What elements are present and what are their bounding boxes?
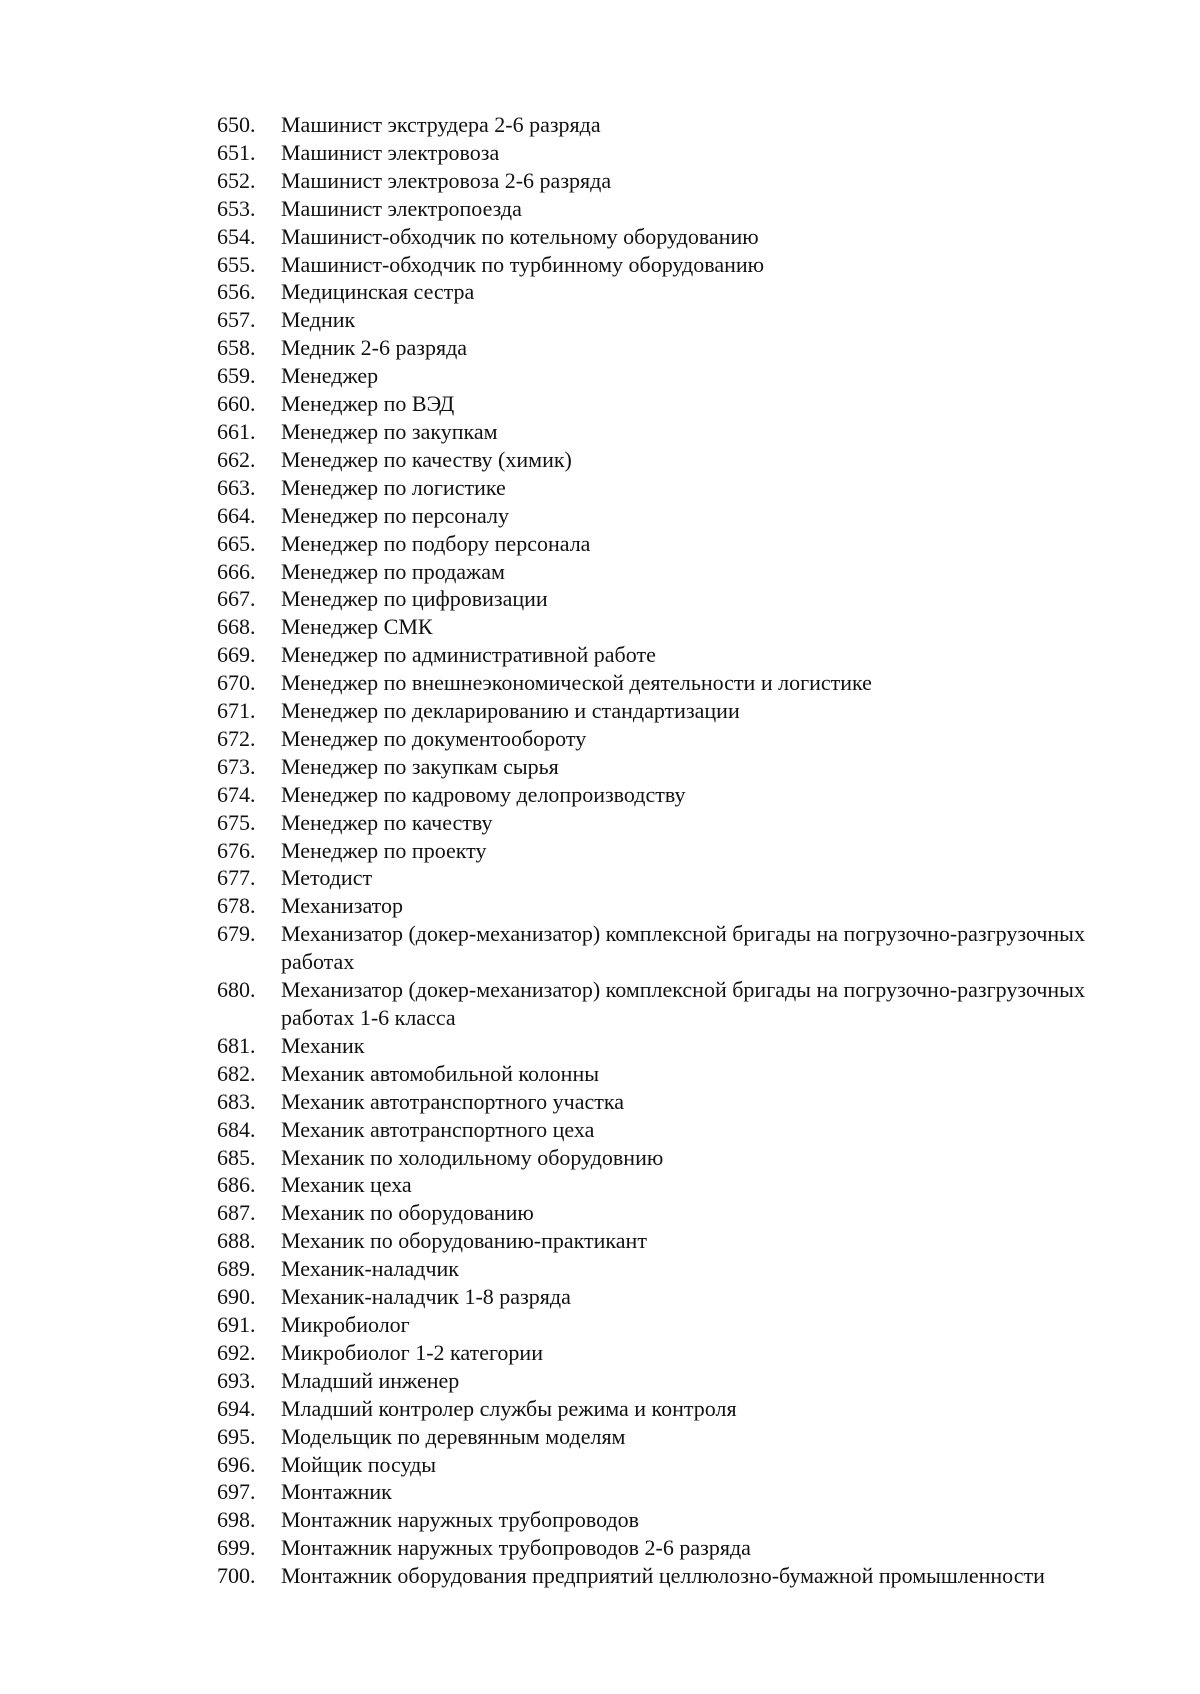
item-text: Механик по оборудованию-практикант xyxy=(281,1228,647,1254)
list-item xyxy=(217,1311,1147,1339)
item-text: Микробиолог xyxy=(281,1311,410,1337)
item-number: 674. xyxy=(217,781,256,807)
list-item xyxy=(217,446,1147,474)
list-item xyxy=(217,1395,1147,1423)
list-item xyxy=(217,1367,1147,1395)
item-number: 668. xyxy=(217,614,256,640)
item-number: 687. xyxy=(217,1200,256,1226)
list-item xyxy=(217,390,1147,418)
item-text: Мойщик посуды xyxy=(281,1451,437,1477)
item-text: Менеджер по проекту xyxy=(281,837,487,863)
item-number: 660. xyxy=(217,391,256,417)
item-text: Медник xyxy=(281,307,356,333)
item-text: Менеджер по продажам xyxy=(281,558,505,584)
item-text: Механик автомобильной колонны xyxy=(281,1060,600,1086)
item-number: 670. xyxy=(217,670,256,696)
item-number: 696. xyxy=(217,1451,256,1477)
item-text: Менеджер xyxy=(281,363,379,389)
list-item xyxy=(217,111,1147,139)
list-item xyxy=(217,334,1147,362)
item-text: Менеджер по подбору персонала xyxy=(281,530,591,556)
item-number: 656. xyxy=(217,279,256,305)
item-text: Менеджер по качеству (химик) xyxy=(281,446,572,472)
item-text: Механик-наладчик xyxy=(281,1256,459,1282)
list-item xyxy=(217,278,1147,306)
item-number: 690. xyxy=(217,1284,256,1310)
item-text: Механик по холодильному оборудовнию xyxy=(281,1144,664,1170)
item-number: 695. xyxy=(217,1423,256,1449)
list-item xyxy=(217,1116,1147,1144)
item-text: Механизатор (докер-механизатор) комплексной бригады на погрузочно-разгрузочных работах xyxy=(281,921,1085,975)
item-number: 699. xyxy=(217,1535,256,1561)
item-number: 694. xyxy=(217,1395,256,1421)
item-number: 665. xyxy=(217,530,256,556)
item-text: Менеджер по закупкам xyxy=(281,418,498,444)
item-number: 680. xyxy=(217,977,256,1003)
item-text: Машинист электровоза 2-6 разряда xyxy=(281,167,612,193)
item-text: Медицинская сестра xyxy=(281,279,475,305)
item-number: 653. xyxy=(217,195,256,221)
item-text: Младший инженер xyxy=(281,1367,460,1393)
item-number: 692. xyxy=(217,1339,256,1365)
item-number: 658. xyxy=(217,335,256,361)
list-item xyxy=(217,1032,1147,1060)
list-item xyxy=(217,418,1147,446)
item-text: Менеджер по логистике xyxy=(281,474,506,500)
item-text: Машинист-обходчик по котельному оборудованию xyxy=(281,223,759,249)
item-number: 675. xyxy=(217,809,256,835)
item-text: Механизатор (докер-механизатор) комплексной бригады на погрузочно-разгрузочных работах 1-6 класса xyxy=(281,977,1085,1030)
list-item xyxy=(217,1283,1147,1311)
item-number: 676. xyxy=(217,837,256,863)
item-text: Медник 2-6 разряда xyxy=(281,335,468,361)
item-text: Машинист электровоза xyxy=(281,139,500,165)
list-item xyxy=(217,1339,1147,1367)
item-text: Менеджер по документообороту xyxy=(281,725,587,751)
list-item xyxy=(217,920,1147,976)
item-text: Машинист-обходчик по турбинному оборудованию xyxy=(281,251,765,277)
item-number: 688. xyxy=(217,1228,256,1254)
item-text: Микробиолог 1-2 категории xyxy=(281,1339,543,1365)
item-number: 684. xyxy=(217,1116,256,1142)
list-item xyxy=(217,502,1147,530)
item-text: Механик-наладчик 1-8 разряда xyxy=(281,1284,571,1310)
item-text: Менеджер по закупкам сырья xyxy=(281,753,559,779)
item-number: 661. xyxy=(217,418,256,444)
item-text: Монтажник xyxy=(281,1479,392,1505)
list-item xyxy=(217,1451,1147,1479)
item-text: Менеджер по декларированию и стандартизации xyxy=(281,698,740,724)
list-item xyxy=(217,1562,1147,1590)
item-number: 677. xyxy=(217,865,256,891)
list-item xyxy=(217,1255,1147,1283)
item-text: Механик xyxy=(281,1032,365,1058)
list-item xyxy=(217,976,1147,1032)
list-item xyxy=(217,669,1147,697)
item-text: Менеджер СМК xyxy=(281,614,433,640)
list-item xyxy=(217,697,1147,725)
profession-list xyxy=(217,111,1147,1590)
item-number: 651. xyxy=(217,139,256,165)
item-number: 664. xyxy=(217,502,256,528)
item-text: Менеджер по качеству xyxy=(281,809,493,835)
item-number: 697. xyxy=(217,1479,256,1505)
item-text: Механизатор xyxy=(281,893,403,919)
list-item xyxy=(217,558,1147,586)
list-item xyxy=(217,613,1147,641)
list-item xyxy=(217,585,1147,613)
list-item xyxy=(217,306,1147,334)
item-text: Монтажник наружных трубопроводов xyxy=(281,1507,640,1533)
item-number: 686. xyxy=(217,1172,256,1198)
list-item xyxy=(217,864,1147,892)
list-item xyxy=(217,1199,1147,1227)
list-item xyxy=(217,1060,1147,1088)
item-number: 689. xyxy=(217,1256,256,1282)
list-item xyxy=(217,1171,1147,1199)
item-number: 655. xyxy=(217,251,256,277)
item-number: 654. xyxy=(217,223,256,249)
item-number: 691. xyxy=(217,1311,256,1337)
list-item xyxy=(217,781,1147,809)
item-text: Машинист электропоезда xyxy=(281,195,522,221)
list-item xyxy=(217,1506,1147,1534)
list-item xyxy=(217,139,1147,167)
list-item xyxy=(217,1478,1147,1506)
list-item xyxy=(217,167,1147,195)
list-item xyxy=(217,195,1147,223)
list-item xyxy=(217,1144,1147,1172)
list-item xyxy=(217,1534,1147,1562)
item-text: Менеджер по административной работе xyxy=(281,642,656,668)
list-item xyxy=(217,753,1147,781)
item-text: Монтажник наружных трубопроводов 2-6 разряда xyxy=(281,1535,751,1561)
item-number: 678. xyxy=(217,893,256,919)
list-item xyxy=(217,223,1147,251)
item-text: Менеджер по внешнеэкономической деятельности и логистике xyxy=(281,670,872,696)
item-number: 673. xyxy=(217,753,256,779)
item-text: Механик автотранспортного участка xyxy=(281,1088,624,1114)
item-number: 652. xyxy=(217,167,256,193)
list-item xyxy=(217,892,1147,920)
item-text: Механик автотранспортного цеха xyxy=(281,1116,595,1142)
item-text: Менеджер по кадровому делопроизводству xyxy=(281,781,686,807)
item-number: 679. xyxy=(217,921,256,947)
item-text: Механик цеха xyxy=(281,1172,412,1198)
item-text: Младший контролер службы режима и контроля xyxy=(281,1395,737,1421)
item-text: Монтажник оборудования предприятий целлюлозно-бумажной промышленности xyxy=(281,1563,1045,1589)
item-number: 657. xyxy=(217,307,256,333)
item-number: 685. xyxy=(217,1144,256,1170)
list-item xyxy=(217,1088,1147,1116)
list-item xyxy=(217,1423,1147,1451)
list-item xyxy=(217,837,1147,865)
item-number: 669. xyxy=(217,642,256,668)
item-text: Менеджер по цифровизации xyxy=(281,586,548,612)
item-text: Менеджер по персоналу xyxy=(281,502,509,528)
item-number: 662. xyxy=(217,446,256,472)
list-item xyxy=(217,251,1147,279)
list-item xyxy=(217,362,1147,390)
item-text: Менеджер по ВЭД xyxy=(281,391,455,417)
item-number: 650. xyxy=(217,112,256,137)
item-number: 683. xyxy=(217,1088,256,1114)
list-item xyxy=(217,530,1147,558)
item-text: Методист xyxy=(281,865,373,891)
item-text: Модельщик по деревянным моделям xyxy=(281,1423,626,1449)
list-item xyxy=(217,1227,1147,1255)
item-number: 667. xyxy=(217,586,256,612)
item-number: 663. xyxy=(217,474,256,500)
item-number: 681. xyxy=(217,1032,256,1058)
item-number: 666. xyxy=(217,558,256,584)
list-item xyxy=(217,474,1147,502)
item-number: 698. xyxy=(217,1507,256,1533)
item-text: Машинист экструдера 2-6 разряда xyxy=(281,112,601,137)
item-number: 671. xyxy=(217,698,256,724)
list-item xyxy=(217,641,1147,669)
item-number: 682. xyxy=(217,1060,256,1086)
item-number: 700. xyxy=(217,1563,256,1589)
list-item xyxy=(217,725,1147,753)
item-number: 693. xyxy=(217,1367,256,1393)
list-item xyxy=(217,809,1147,837)
item-number: 672. xyxy=(217,725,256,751)
item-number: 659. xyxy=(217,363,256,389)
item-text: Механик по оборудованию xyxy=(281,1200,534,1226)
